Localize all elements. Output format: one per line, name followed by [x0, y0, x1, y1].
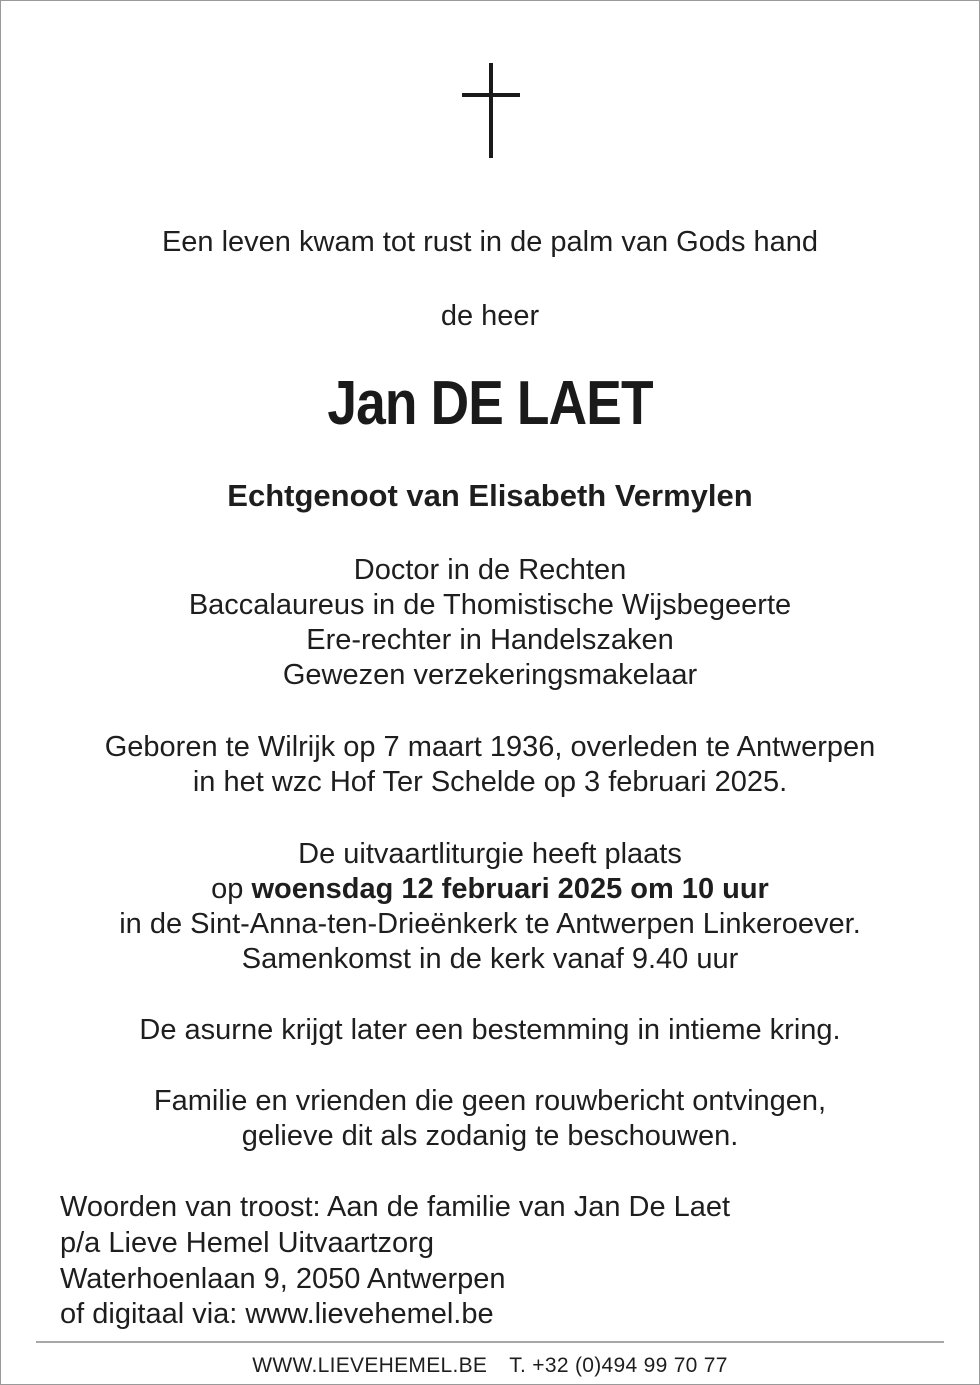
- footer-divider: [36, 1341, 944, 1343]
- honorific: de heer: [440, 300, 540, 332]
- spouse-line: Echtgenoot van Elisabeth Vermylen: [227, 478, 753, 513]
- condolence-line: p/a Lieve Hemel Uitvaartzorg: [60, 1227, 434, 1259]
- deceased-name: Jan DE LAET: [327, 369, 653, 438]
- cross-icon: [462, 63, 520, 158]
- condolence-line: of digitaal via: www.lievehemel.be: [60, 1298, 494, 1330]
- condolence-line: Waterhoenlaan 9, 2050 Antwerpen: [60, 1263, 506, 1295]
- gathering-time: Samenkomst in de kerk vanaf 9.40 uur: [241, 943, 739, 975]
- footer-phone: T. +32 (0)494 99 70 77: [509, 1354, 728, 1377]
- footer-website-link[interactable]: WWW.LIEVEHEMEL.BE: [252, 1354, 488, 1377]
- condolence-line: Woorden van troost: Aan de familie van Jan De Laet: [60, 1191, 731, 1223]
- birth-death-line: Geboren te Wilrijk op 7 maart 1936, overleden te Antwerpen: [104, 731, 876, 763]
- notice-line: gelieve dit als zodanig te beschouwen.: [241, 1120, 739, 1152]
- urn-line: De asurne krijgt later een bestemming in intieme kring.: [139, 1014, 841, 1046]
- title-line: Ere-rechter in Handelszaken: [306, 624, 674, 656]
- title-line: Gewezen verzekeringsmakelaar: [282, 659, 698, 691]
- title-line: Baccalaureus in de Thomistische Wijsbegeerte: [188, 589, 792, 621]
- title-line: Doctor in de Rechten: [353, 554, 627, 586]
- intro-line: Een leven kwam tot rust in de palm van Gods hand: [161, 226, 819, 258]
- funeral-location: in de Sint-Anna-ten-Drieënkerk te Antwerpen Linkeroever.: [119, 908, 861, 940]
- funeral-date-line: [0, 872, 980, 907]
- funeral-line: De uitvaartliturgie heeft plaats: [298, 838, 682, 870]
- funeral-date-prefix: op: [211, 873, 252, 905]
- birth-death-line: in het wzc Hof Ter Schelde op 3 februari 2025.: [192, 766, 788, 798]
- funeral-date: woensdag 12 februari 2025 om 10 uur: [251, 873, 769, 905]
- notice-line: Familie en vrienden die geen rouwbericht ontvingen,: [153, 1085, 827, 1117]
- footer: [0, 1353, 980, 1379]
